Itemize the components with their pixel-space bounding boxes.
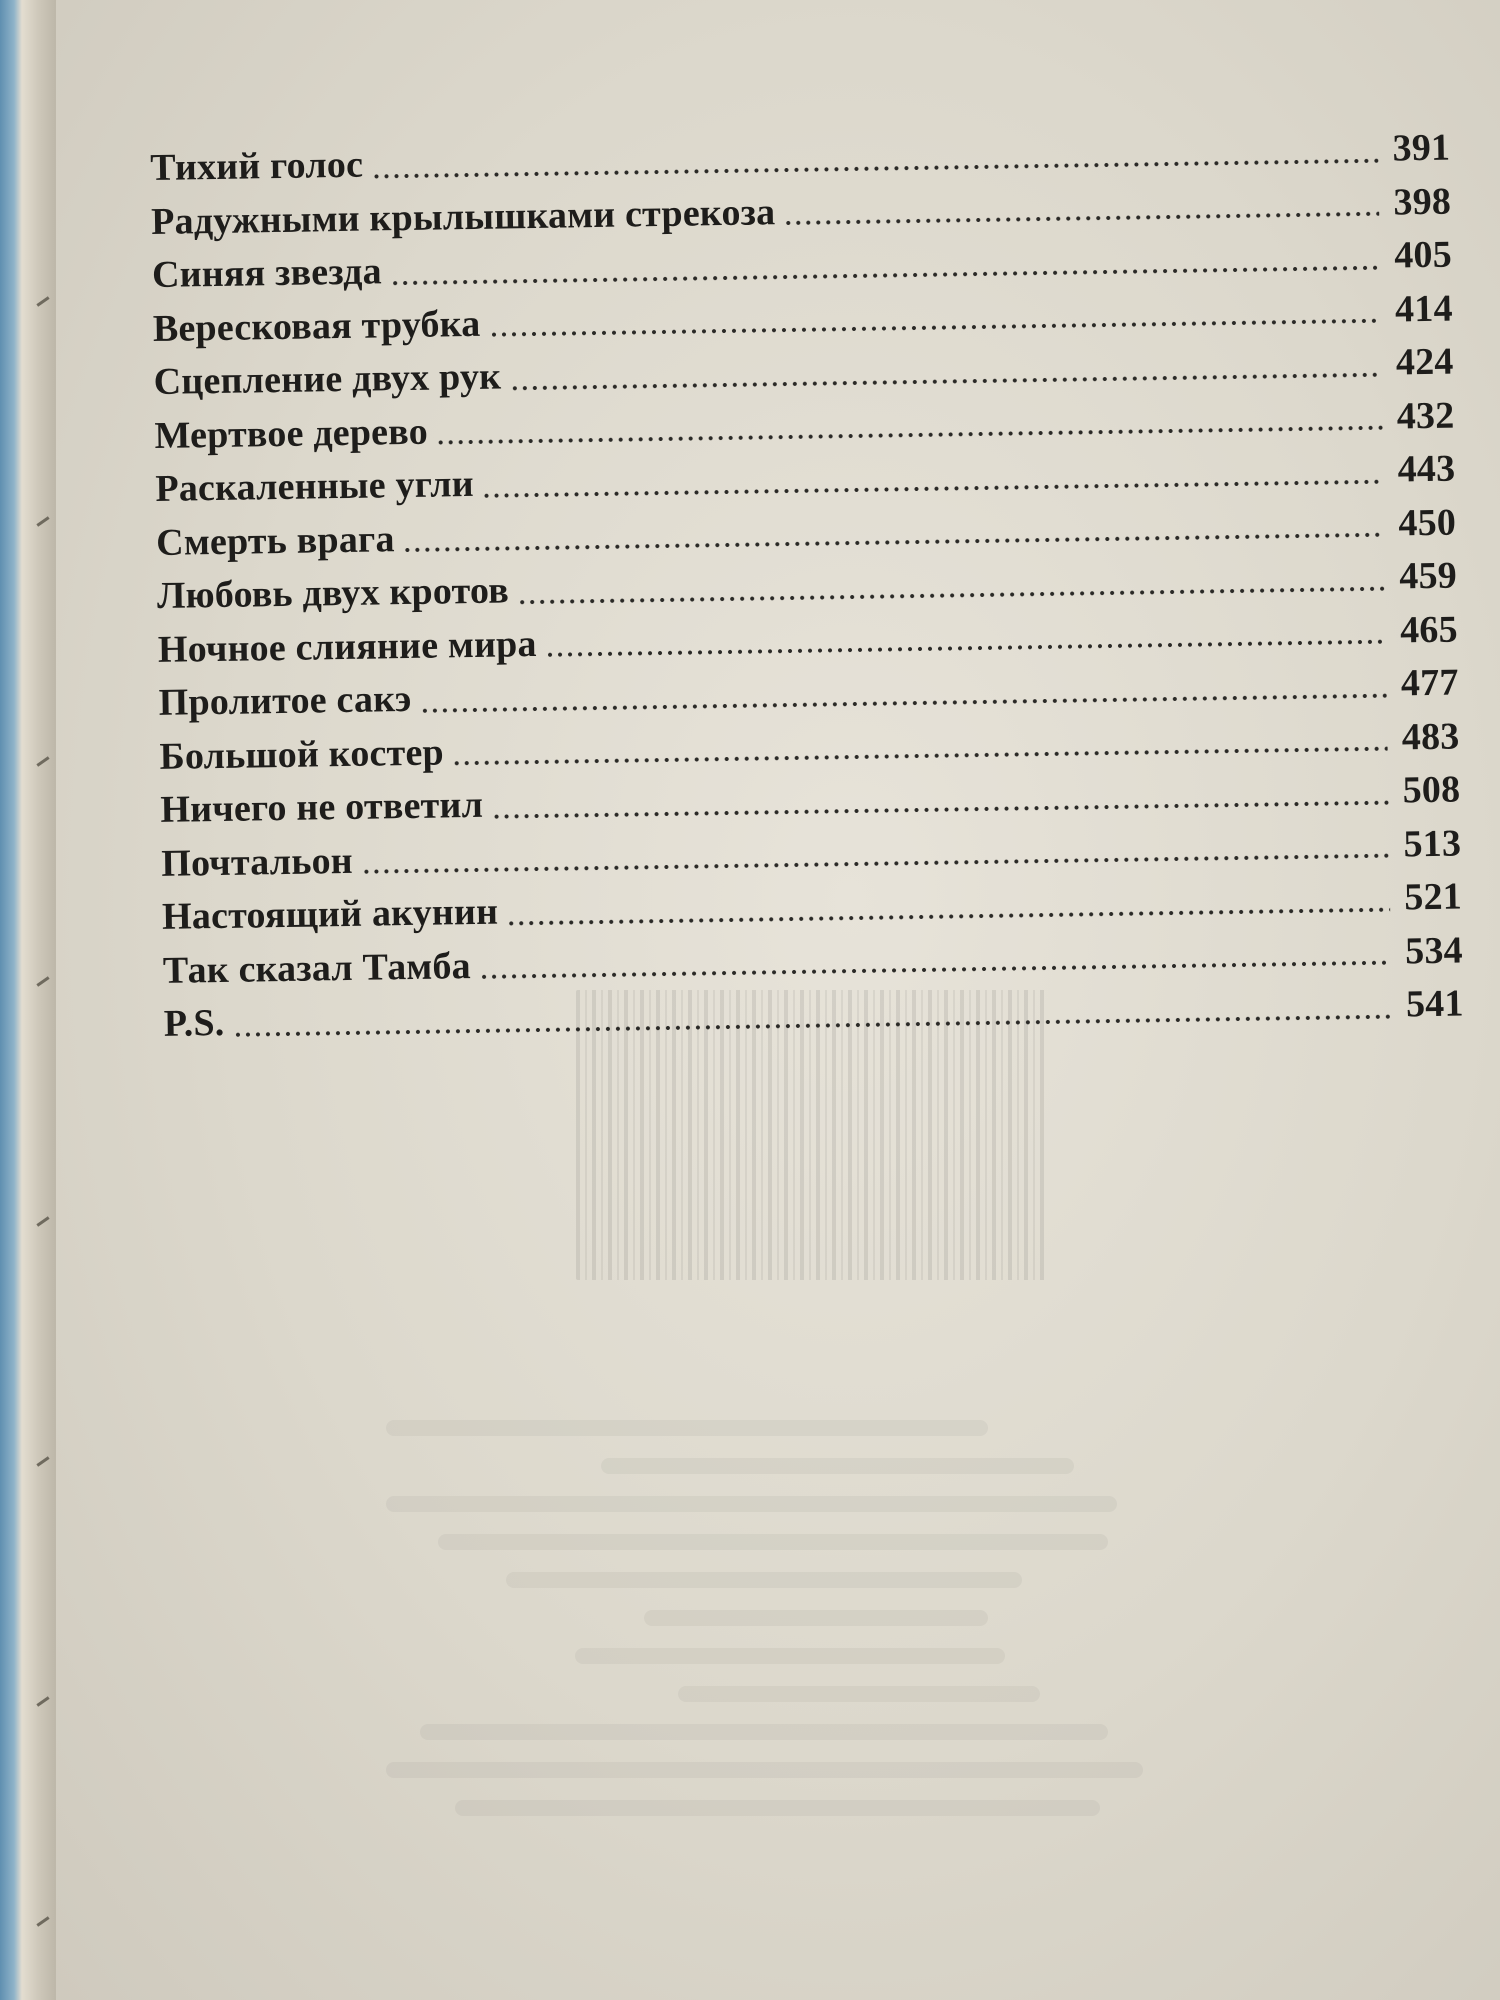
toc-entry-title: P.S. xyxy=(163,1001,225,1045)
toc-entry-page-number: 398 xyxy=(1393,180,1452,223)
toc-entry-page-number: 534 xyxy=(1404,928,1464,972)
dot-leader xyxy=(436,425,1383,446)
toc-entry-title: Пролитое сакэ xyxy=(158,677,412,724)
dot-leader xyxy=(479,960,1391,980)
book-edge xyxy=(0,0,56,2000)
toc-entry-page-number: 521 xyxy=(1404,875,1463,919)
toc-entry-title: Раскаленные угли xyxy=(155,462,475,510)
toc-entry-title: Ночное слияние мира xyxy=(157,622,537,671)
toc-entry-page-number: 391 xyxy=(1392,126,1451,170)
dot-leader xyxy=(403,532,1385,553)
toc-entry-page-number: 483 xyxy=(1401,715,1460,758)
dot-leader xyxy=(452,746,1388,767)
page-edge-mark xyxy=(36,516,49,526)
page-edge-mark xyxy=(36,1916,49,1926)
dot-leader xyxy=(489,318,1381,338)
dot-leader xyxy=(509,371,1381,391)
toc-entry-title: Почтальон xyxy=(160,839,354,885)
toc-entry-page-number: 508 xyxy=(1402,768,1461,812)
toc-entry-page-number: 432 xyxy=(1396,394,1455,437)
toc-entry-page-number: 424 xyxy=(1395,340,1454,384)
toc-entry-title: Вересковая трубка xyxy=(152,302,481,350)
dot-leader xyxy=(390,264,1380,286)
dot-leader xyxy=(361,853,1389,875)
toc-entry-title: Так сказал Тамба xyxy=(162,944,472,992)
toc-entry-page-number: 443 xyxy=(1397,447,1456,491)
toc-entry-page-number: 459 xyxy=(1398,554,1458,598)
toc-entry-page-number: 541 xyxy=(1405,982,1464,1026)
dot-leader xyxy=(482,478,1383,498)
dot-leader xyxy=(783,211,1379,226)
book-page xyxy=(56,0,1500,2000)
page-edge-mark xyxy=(36,1456,49,1466)
table-of-contents xyxy=(150,126,1464,1056)
toc-entry-title: Большой костер xyxy=(159,730,445,778)
page-edge-mark xyxy=(36,296,49,306)
toc-entry-page-number: 450 xyxy=(1398,501,1457,544)
dot-leader xyxy=(491,799,1388,819)
page-edge-mark xyxy=(36,976,49,986)
toc-entry-page-number: 405 xyxy=(1393,233,1453,277)
toc-entry-title: Ничего не ответил xyxy=(160,783,484,831)
toc-entry-title: Синяя звезда xyxy=(151,250,383,296)
page-edge-mark xyxy=(36,756,49,766)
toc-entry-title: Настоящий акунин xyxy=(161,890,499,938)
dot-leader xyxy=(506,906,1390,926)
bleed-through-text xyxy=(386,1420,1246,1838)
toc-entry-title: Мертвое дерево xyxy=(154,410,429,457)
dot-leader xyxy=(517,585,1385,605)
toc-entry-page-number: 477 xyxy=(1400,661,1459,705)
toc-entry-title: Сцепление двух рук xyxy=(153,355,502,403)
toc-entry-page-number: 513 xyxy=(1403,821,1462,865)
dot-leader xyxy=(545,639,1386,658)
toc-entry-title: Радужными крылышками стрекоза xyxy=(150,190,776,243)
toc-entry-page-number: 465 xyxy=(1399,608,1459,651)
toc-entry-page-number: 414 xyxy=(1394,287,1454,330)
dot-leader xyxy=(233,1013,1392,1037)
toc-entry-title: Смерть врага xyxy=(155,517,395,564)
page-edge-mark xyxy=(36,1216,49,1226)
toc-entry-title: Любовь двух кротов xyxy=(156,569,510,617)
dot-leader xyxy=(371,157,1378,179)
page-edge-mark xyxy=(36,1696,49,1706)
dot-leader xyxy=(420,692,1387,713)
toc-entry-title: Тихий голос xyxy=(150,143,364,189)
